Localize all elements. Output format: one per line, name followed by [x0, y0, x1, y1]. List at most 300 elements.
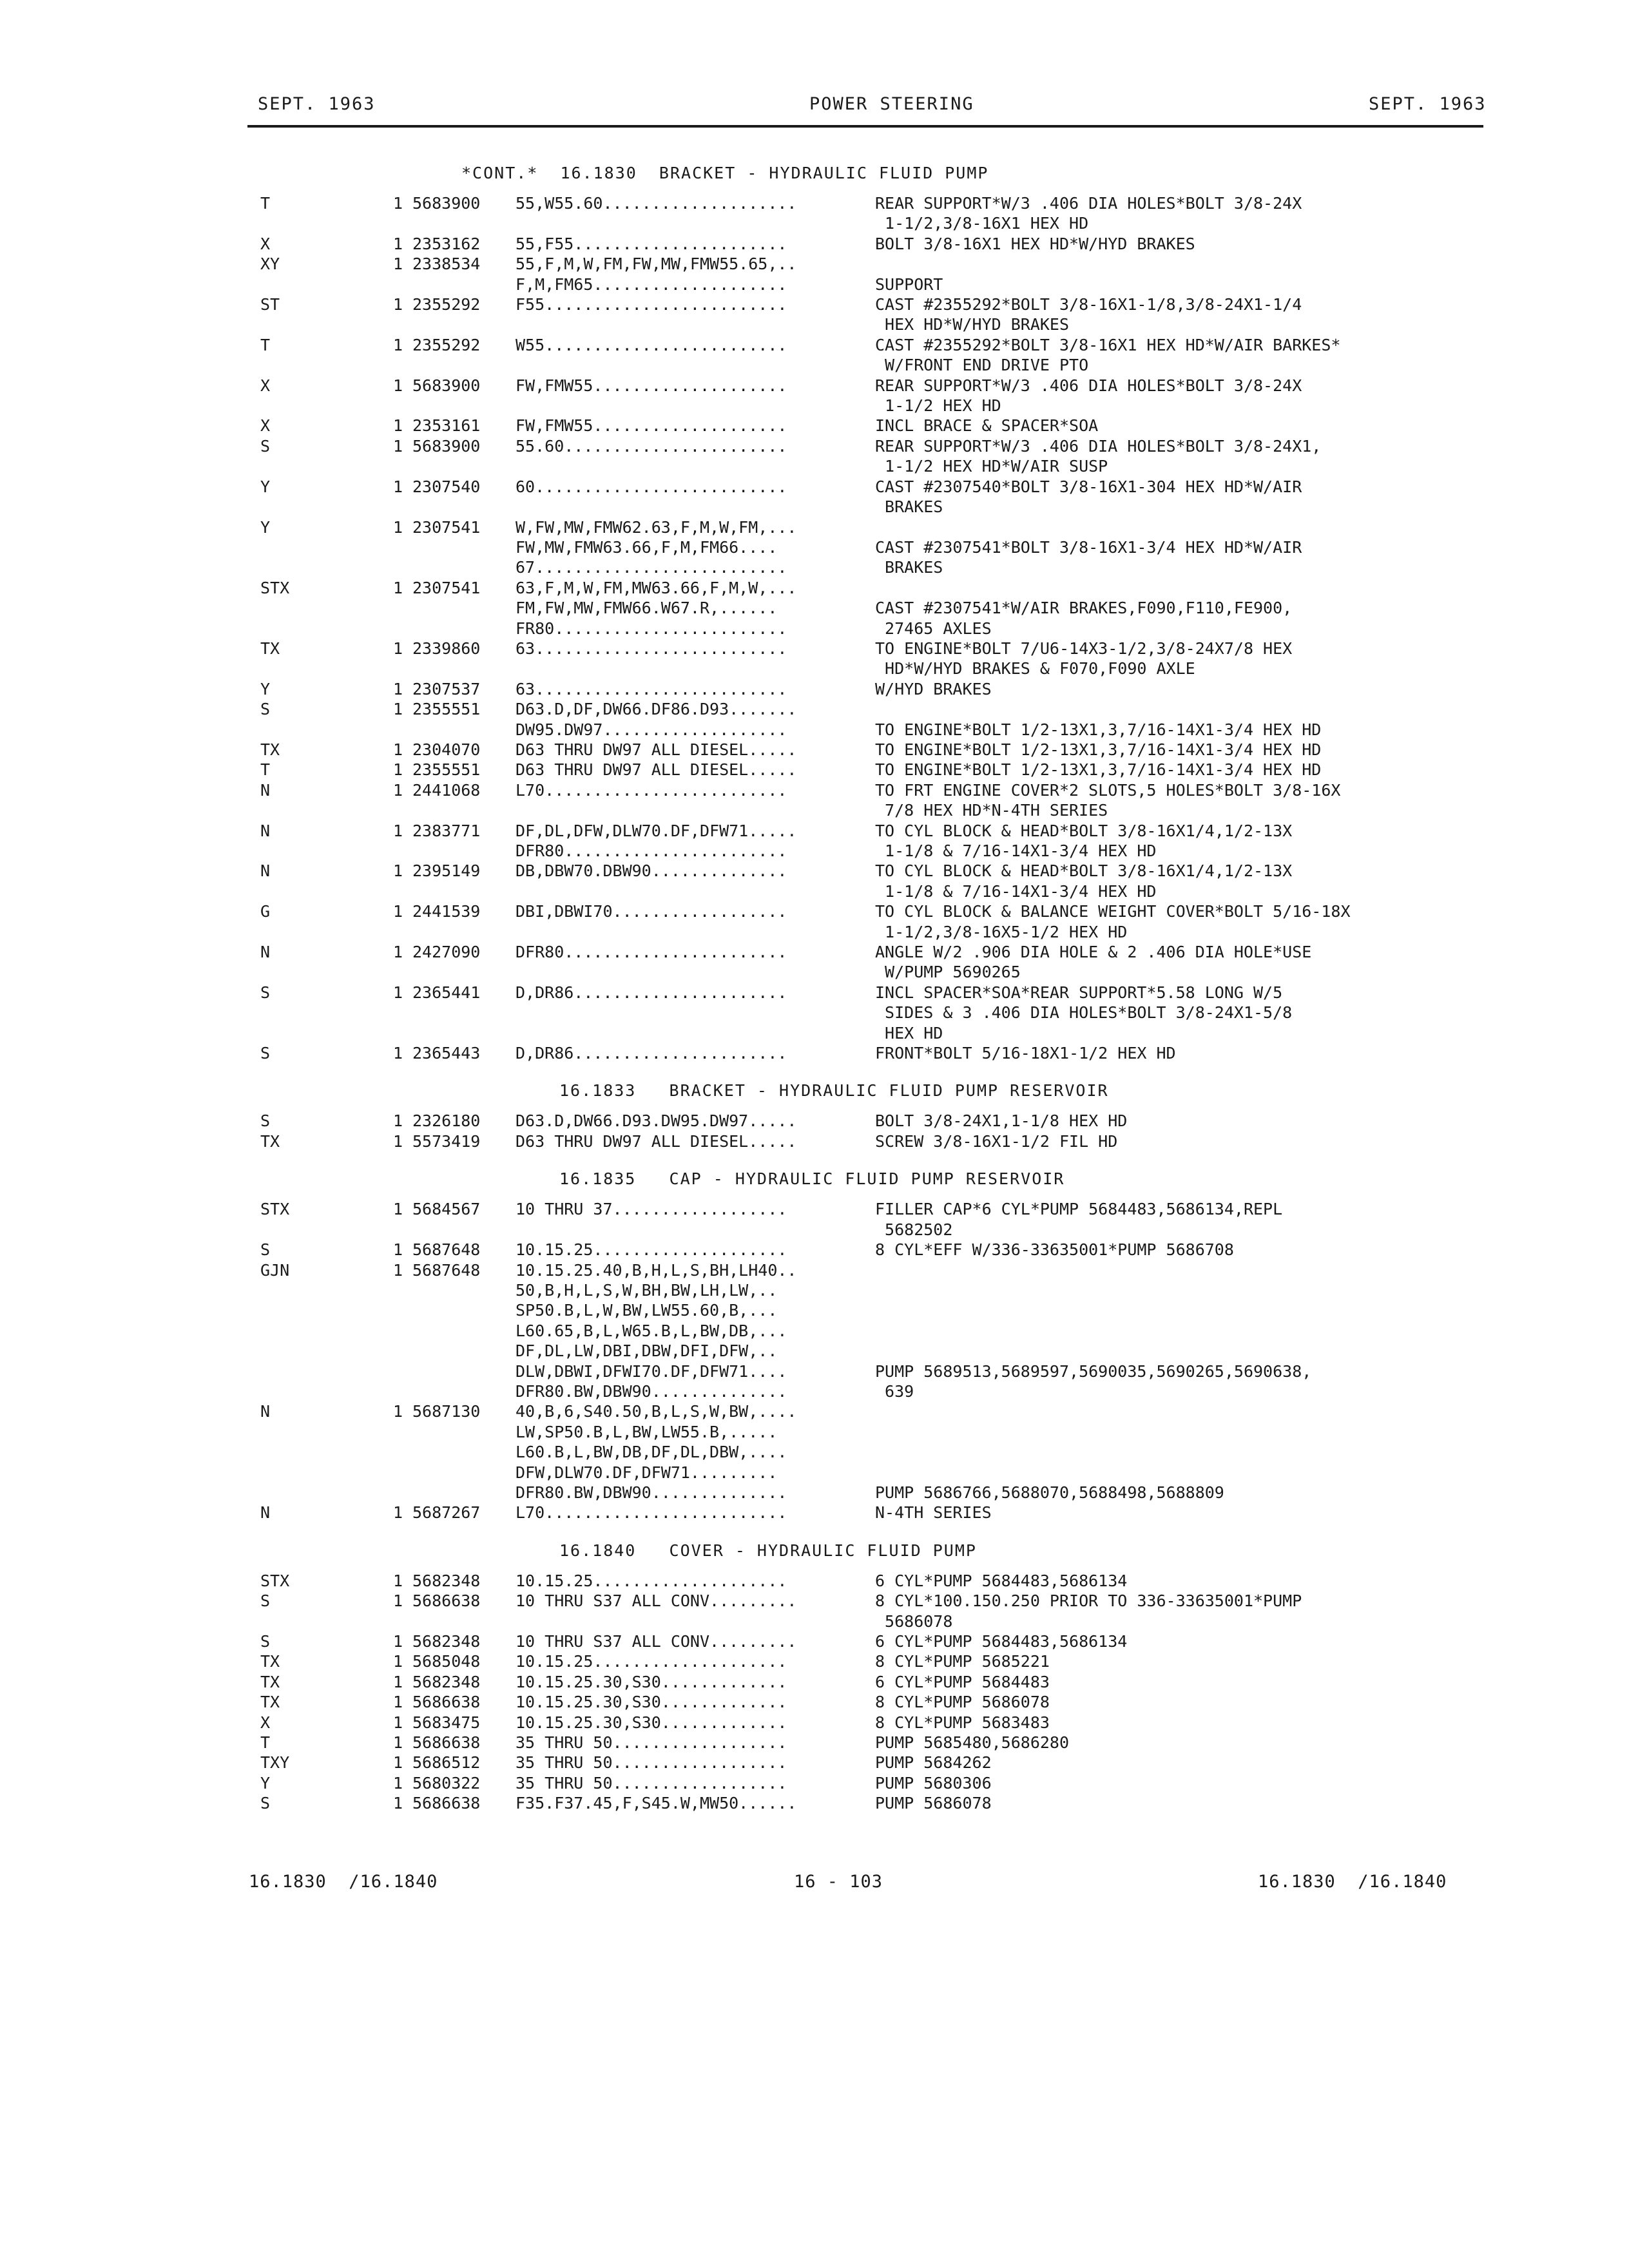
series-code	[0, 962, 393, 982]
quantity: 1	[393, 1794, 403, 1813]
part-row	[0, 578, 1629, 598]
quantity	[393, 1442, 412, 1462]
part-number: 2355551	[412, 760, 481, 780]
part-number: 5686638	[412, 1591, 481, 1611]
part-row	[0, 416, 1629, 436]
series-code	[0, 1300, 393, 1320]
model-applicability: F55.........................	[516, 295, 787, 314]
model-applicability: DFR80.BW,DBW90..............	[516, 1483, 787, 1502]
model-applicability: 10.15.25....................	[516, 1571, 787, 1590]
part-row	[0, 537, 1629, 557]
part-row	[0, 396, 1629, 416]
model-applicability: DFW,DLW70.DF,DFW71.........	[516, 1463, 778, 1482]
part-description	[875, 1321, 1629, 1341]
series-code	[0, 314, 393, 334]
part-number	[412, 396, 516, 416]
part-row	[0, 1023, 1629, 1043]
quantity	[393, 1422, 412, 1442]
footer-right: 16.1830 /16.1840	[1258, 1872, 1447, 1892]
part-number	[412, 1280, 516, 1300]
model-applicability: 35 THRU 50..................	[516, 1773, 787, 1792]
model-applicability: 40,B,6,S40.50,B,L,S,W,BW,....	[516, 1402, 797, 1421]
part-number	[412, 1220, 516, 1240]
series-code: STX	[260, 578, 290, 597]
part-row	[0, 1220, 1629, 1240]
series-code	[0, 1220, 393, 1240]
model-applicability: 35 THRU 50..................	[516, 1753, 787, 1773]
part-description: 8 CYL*PUMP 5683483	[875, 1713, 1050, 1732]
part-number: 2355292	[412, 335, 481, 354]
part-row	[0, 619, 1629, 639]
model-applicability: F,M,FM65....................	[516, 274, 787, 294]
part-row	[0, 1793, 1629, 1813]
part-description: BOLT 3/8-24X1,1-1/8 HEX HD	[875, 1111, 1128, 1131]
quantity	[393, 537, 412, 557]
part-row	[0, 1321, 1629, 1341]
series-code: S	[260, 1044, 271, 1063]
part-row	[0, 1571, 1629, 1591]
series-code: S	[260, 436, 271, 456]
part-row	[0, 314, 1629, 334]
part-row	[0, 699, 1629, 719]
part-number: 2353162	[412, 234, 481, 253]
series-code: TX	[260, 1672, 280, 1691]
part-description: PUMP 5686078	[875, 1794, 992, 1813]
part-row	[0, 213, 1629, 233]
part-number: 2307540	[412, 477, 481, 496]
part-description: INCL SPACER*SOA*REAR SUPPORT*5.58 LONG W/5	[875, 983, 1283, 1002]
model-applicability: 50,B,H,L,S,W,BH,BW,LH,LW,..	[516, 1280, 778, 1300]
part-description: TO FRT ENGINE COVER*2 SLOTS,5 HOLES*BOLT 3/8-16X	[875, 780, 1341, 800]
series-code	[0, 355, 393, 375]
model-applicability: L60.65,B,L,W65.B,L,BW,DB,...	[516, 1321, 787, 1340]
model-applicability: FW,FMW55....................	[516, 416, 787, 436]
part-number: 5686638	[412, 1693, 481, 1712]
part-row	[0, 355, 1629, 375]
part-number	[412, 841, 516, 861]
part-description: REAR SUPPORT*W/3 .406 DIA HOLES*BOLT 3/8-24X	[875, 194, 1302, 213]
part-description: 6 CYL*PUMP 5684483,5686134	[875, 1632, 1128, 1651]
series-code	[0, 1361, 393, 1381]
quantity: 1	[393, 194, 403, 213]
part-number: 2355551	[412, 700, 481, 719]
part-row	[0, 1381, 1629, 1401]
series-code	[0, 922, 393, 942]
quantity: 1	[393, 255, 403, 274]
part-row	[0, 841, 1629, 861]
part-number: 5683900	[412, 194, 481, 213]
part-description: N-4TH SERIES	[875, 1503, 992, 1523]
series-code	[0, 557, 393, 577]
model-applicability: 10.15.25.40,B,H,L,S,BH,LH40..	[516, 1260, 797, 1280]
part-row	[0, 1003, 1629, 1023]
model-applicability	[516, 1023, 875, 1043]
model-applicability	[516, 1003, 875, 1023]
quantity: 1	[393, 1402, 403, 1421]
part-row	[0, 760, 1629, 780]
quantity	[393, 1361, 412, 1381]
part-description: PUMP 5685480,5686280	[875, 1733, 1070, 1753]
part-description: 27465 AXLES	[875, 619, 992, 638]
part-description: PUMP 5689513,5689597,5690035,5690265,5690638,	[875, 1361, 1312, 1381]
quantity: 1	[393, 517, 403, 537]
quantity: 1	[393, 1773, 403, 1792]
quantity	[393, 355, 412, 375]
model-applicability: 55,F,M,W,FM,FW,MW,FMW55.65,..	[516, 255, 797, 274]
part-description: INCL BRACE & SPACER*SOA	[875, 416, 1099, 436]
part-number	[412, 881, 516, 901]
part-number: 2307541	[412, 578, 481, 597]
series-code	[0, 720, 393, 740]
part-description: TO ENGINE*BOLT 7/U6-14X3-1/2,3/8-24X7/8 HEX	[875, 639, 1293, 658]
part-row	[0, 557, 1629, 577]
part-description: 8 CYL*EFF W/336-33635001*PUMP 5686708	[875, 1240, 1234, 1260]
quantity	[393, 274, 412, 294]
model-applicability	[516, 1611, 875, 1631]
part-description: 5682502	[875, 1220, 953, 1239]
part-description	[875, 1422, 1629, 1442]
part-description: W/FRONT END DRIVE PTO	[875, 356, 1089, 375]
part-row	[0, 1692, 1629, 1712]
quantity	[393, 456, 412, 476]
model-applicability: 63..........................	[516, 679, 787, 698]
series-code: T	[260, 760, 271, 780]
part-row	[0, 1131, 1629, 1151]
part-number	[412, 800, 516, 820]
part-row	[0, 1361, 1629, 1381]
part-description: 1-1/2 HEX HD*W/AIR SUSP	[875, 457, 1108, 476]
model-applicability: D,DR86......................	[516, 983, 787, 1002]
part-row	[0, 922, 1629, 942]
quantity: 1	[393, 639, 403, 658]
part-number	[412, 1463, 516, 1483]
part-number: 5686638	[412, 1733, 481, 1753]
part-row	[0, 335, 1629, 355]
part-row	[0, 983, 1629, 1003]
quantity	[393, 962, 412, 982]
series-code: GJN	[260, 1260, 290, 1280]
part-description	[875, 517, 1629, 537]
quantity: 1	[393, 740, 403, 759]
model-applicability: 10 THRU 37..................	[516, 1200, 787, 1219]
series-code	[0, 497, 393, 517]
quantity: 1	[393, 1503, 403, 1523]
part-number: 2365441	[412, 983, 481, 1002]
quantity	[393, 800, 412, 820]
part-row	[0, 1442, 1629, 1462]
quantity: 1	[393, 943, 403, 962]
quantity	[393, 396, 412, 416]
part-number: 5682348	[412, 1571, 481, 1590]
part-number	[412, 314, 516, 334]
series-code: TX	[260, 1131, 280, 1151]
part-row	[0, 1733, 1629, 1753]
series-code	[0, 1003, 393, 1023]
series-code: Y	[260, 1773, 271, 1792]
model-applicability: 10 THRU S37 ALL CONV.........	[516, 1591, 797, 1611]
model-applicability: 55,W55.60....................	[516, 194, 797, 213]
part-description: 8 CYL*100.150.250 PRIOR TO 336-33635001*PUMP	[875, 1591, 1302, 1611]
series-code	[0, 213, 393, 233]
model-applicability	[516, 396, 875, 416]
footer-left: 16.1830 /16.1840	[249, 1872, 438, 1892]
series-code	[0, 456, 393, 476]
part-description: HEX HD	[875, 1023, 943, 1043]
quantity	[393, 1381, 412, 1401]
part-row	[0, 1611, 1629, 1631]
model-applicability	[516, 497, 875, 517]
part-number: 5682348	[412, 1672, 481, 1691]
model-applicability: DBI,DBWI70..................	[516, 902, 787, 921]
series-code	[0, 1442, 393, 1462]
part-row	[0, 456, 1629, 476]
model-applicability: L60.B,L,BW,DB,DF,DL,DBW,....	[516, 1443, 787, 1462]
part-row	[0, 1753, 1629, 1773]
quantity: 1	[393, 700, 403, 719]
part-number: 5687648	[412, 1260, 481, 1280]
header-rule	[247, 125, 1483, 128]
model-applicability: FW,FMW55....................	[516, 376, 787, 395]
part-row	[0, 861, 1629, 881]
section-title: 16.1833 BRACKET - HYDRAULIC FLUID PUMP RESERVOIR	[559, 1081, 1109, 1100]
model-applicability: DFR80.......................	[516, 943, 787, 962]
part-number	[412, 537, 516, 557]
part-description: PUMP 5680306	[875, 1773, 992, 1792]
part-description: 1-1/2,3/8-16X5-1/2 HEX HD	[875, 922, 1128, 941]
part-number: 5686638	[412, 1794, 481, 1813]
part-description: 8 CYL*PUMP 5685221	[875, 1652, 1050, 1671]
part-description: BRAKES	[875, 558, 943, 577]
part-number	[412, 355, 516, 375]
series-code	[0, 1611, 393, 1631]
quantity	[393, 841, 412, 861]
part-description: REAR SUPPORT*W/3 .406 DIA HOLES*BOLT 3/8-24X1,	[875, 436, 1322, 456]
model-applicability	[516, 1220, 875, 1240]
model-applicability: DW95.DW97...................	[516, 720, 787, 739]
section-title: *CONT.* 16.1830 BRACKET - HYDRAULIC FLUID PUMP	[461, 164, 989, 182]
part-number: 2441068	[412, 780, 481, 800]
part-row	[0, 517, 1629, 537]
part-number: 2307541	[412, 517, 481, 537]
series-code: ST	[260, 295, 280, 314]
part-description: TO CYL BLOCK & BALANCE WEIGHT COVER*BOLT 5/16-18X	[875, 902, 1351, 921]
series-code	[0, 1321, 393, 1341]
series-code: X	[260, 1713, 271, 1732]
series-code: G	[260, 902, 271, 921]
series-code: TX	[260, 1693, 280, 1712]
model-applicability	[516, 922, 875, 942]
part-number	[412, 1611, 516, 1631]
parts-list	[0, 153, 1629, 1821]
series-code: S	[260, 1794, 271, 1813]
quantity: 1	[393, 902, 403, 921]
section-spacer	[0, 1151, 1629, 1159]
part-row	[0, 1111, 1629, 1131]
part-number: 2353161	[412, 416, 481, 436]
part-row	[0, 1672, 1629, 1692]
part-description	[875, 1401, 1629, 1421]
part-number: 2395149	[412, 861, 481, 881]
part-number	[412, 1422, 516, 1442]
part-description	[875, 699, 1629, 719]
part-description: 1-1/2 HEX HD	[875, 396, 1001, 416]
part-row	[0, 720, 1629, 740]
part-description: FRONT*BOLT 5/16-18X1-1/2 HEX HD	[875, 1044, 1176, 1063]
series-code: S	[260, 1111, 271, 1131]
part-description	[875, 1341, 1629, 1361]
quantity	[393, 881, 412, 901]
series-code: STX	[260, 1200, 290, 1219]
quantity: 1	[393, 295, 403, 314]
series-code	[0, 1422, 393, 1442]
part-row	[0, 294, 1629, 314]
part-number	[412, 456, 516, 476]
model-applicability	[516, 213, 875, 233]
model-applicability: D63 THRU DW97 ALL DIESEL.....	[516, 760, 797, 780]
quantity: 1	[393, 436, 403, 456]
quantity: 1	[393, 1591, 403, 1611]
part-row	[0, 1280, 1629, 1300]
part-description	[875, 578, 1629, 598]
part-row	[0, 1631, 1629, 1651]
series-code: S	[260, 1240, 271, 1260]
part-row	[0, 658, 1629, 678]
part-number	[412, 598, 516, 618]
part-row	[0, 598, 1629, 618]
quantity	[393, 314, 412, 334]
model-applicability: D63 THRU DW97 ALL DIESEL.....	[516, 1131, 797, 1151]
model-applicability: D63.D,DF,DW66.DF86.D93.......	[516, 700, 797, 719]
header-center: POWER STEERING	[809, 94, 974, 114]
part-row	[0, 1043, 1629, 1063]
part-number	[412, 1442, 516, 1462]
part-number: 2339860	[412, 639, 481, 658]
part-row	[0, 780, 1629, 800]
quantity: 1	[393, 234, 403, 253]
part-row	[0, 376, 1629, 396]
part-description	[875, 1280, 1629, 1300]
series-code	[0, 1463, 393, 1483]
part-description: 1-1/8 & 7/16-14X1-3/4 HEX HD	[875, 841, 1157, 860]
part-row	[0, 1199, 1629, 1219]
model-applicability	[516, 800, 875, 820]
part-description: CAST #2355292*BOLT 3/8-16X1 HEX HD*W/AIR BARKES*	[875, 335, 1341, 354]
header-right: SEPT. 1963	[1369, 94, 1487, 114]
series-code: X	[260, 234, 271, 253]
part-row	[0, 1260, 1629, 1280]
model-applicability: DFR80.BW,DBW90..............	[516, 1381, 787, 1401]
series-code	[0, 1341, 393, 1361]
quantity: 1	[393, 679, 403, 698]
series-code: N	[260, 943, 271, 962]
quantity: 1	[393, 1131, 403, 1151]
quantity: 1	[393, 1571, 403, 1590]
series-code: N	[260, 821, 271, 840]
model-applicability: 35 THRU 50..................	[516, 1733, 787, 1753]
series-code: Y	[260, 517, 271, 537]
part-number: 2355292	[412, 295, 481, 314]
quantity: 1	[393, 1713, 403, 1732]
model-applicability: DFR80.......................	[516, 841, 787, 860]
part-number	[412, 1483, 516, 1503]
quantity	[393, 1463, 412, 1483]
part-description: 1-1/2,3/8-16X1 HEX HD	[875, 214, 1089, 233]
part-row	[0, 1483, 1629, 1503]
model-applicability: FW,MW,FMW63.66,F,M,FM66....	[516, 537, 778, 557]
model-applicability	[516, 456, 875, 476]
part-row	[0, 942, 1629, 962]
series-code: S	[260, 700, 271, 719]
part-row	[0, 1591, 1629, 1611]
part-description: TO ENGINE*BOLT 1/2-13X1,3,7/16-14X1-3/4 HEX HD	[875, 720, 1322, 739]
series-code: TX	[260, 1652, 280, 1671]
part-description: CAST #2307541*BOLT 3/8-16X1-3/4 HEX HD*W/AIR	[875, 537, 1302, 557]
series-code: TXY	[260, 1753, 290, 1773]
series-code: STX	[260, 1571, 290, 1590]
part-description	[875, 1463, 1629, 1483]
model-applicability: DF,DL,LW,DBI,DBW,DFI,DFW,..	[516, 1341, 778, 1361]
series-code: S	[260, 983, 271, 1002]
model-applicability: W,FW,MW,FMW62.63,F,M,W,FM,...	[516, 517, 797, 537]
series-code: Y	[260, 679, 271, 698]
header-left: SEPT. 1963	[258, 94, 376, 114]
part-number: 2383771	[412, 821, 481, 840]
part-number: 5687267	[412, 1503, 481, 1523]
quantity: 1	[393, 760, 403, 780]
series-code: N	[260, 1503, 271, 1523]
series-code: N	[260, 780, 271, 800]
section-spacer	[0, 1523, 1629, 1531]
series-code	[0, 619, 393, 639]
series-code	[0, 537, 393, 557]
part-number	[412, 213, 516, 233]
part-row	[0, 740, 1629, 760]
model-applicability: D,DR86......................	[516, 1044, 787, 1063]
model-applicability: 10.15.25.30,S30.............	[516, 1693, 787, 1712]
model-applicability: 10.15.25....................	[516, 1652, 787, 1671]
part-description: CAST #2355292*BOLT 3/8-16X1-1/8,3/8-24X1-1/4	[875, 295, 1302, 314]
model-applicability: 10 THRU S37 ALL CONV.........	[516, 1632, 797, 1651]
part-number: 5573419	[412, 1131, 481, 1151]
quantity	[393, 1611, 412, 1631]
quantity: 1	[393, 376, 403, 395]
model-applicability: D63.D,DW66.D93.DW95.DW97.....	[516, 1111, 797, 1131]
model-applicability	[516, 314, 875, 334]
part-number: 5682348	[412, 1632, 481, 1651]
part-description: 7/8 HEX HD*N-4TH SERIES	[875, 801, 1108, 820]
part-number: 2338534	[412, 255, 481, 274]
part-row	[0, 193, 1629, 213]
series-code: T	[260, 194, 271, 213]
part-description: 6 CYL*PUMP 5684483,5686134	[875, 1571, 1128, 1590]
part-description: HD*W/HYD BRAKES & F070,F090 AXLE	[875, 659, 1195, 678]
part-description: 5686078	[875, 1611, 953, 1631]
series-code: TX	[260, 639, 280, 658]
quantity: 1	[393, 1044, 403, 1063]
quantity	[393, 598, 412, 618]
part-row	[0, 1463, 1629, 1483]
quantity	[393, 922, 412, 942]
model-applicability: DLW,DBWI,DFWI70.DF,DFW71....	[516, 1361, 787, 1381]
series-code	[0, 841, 393, 861]
quantity: 1	[393, 780, 403, 800]
part-description: 1-1/8 & 7/16-14X1-3/4 HEX HD	[875, 881, 1157, 901]
quantity	[393, 1220, 412, 1240]
series-code: N	[260, 1402, 271, 1421]
series-code	[0, 1280, 393, 1300]
series-code	[0, 396, 393, 416]
model-applicability: FR80........................	[516, 619, 787, 638]
